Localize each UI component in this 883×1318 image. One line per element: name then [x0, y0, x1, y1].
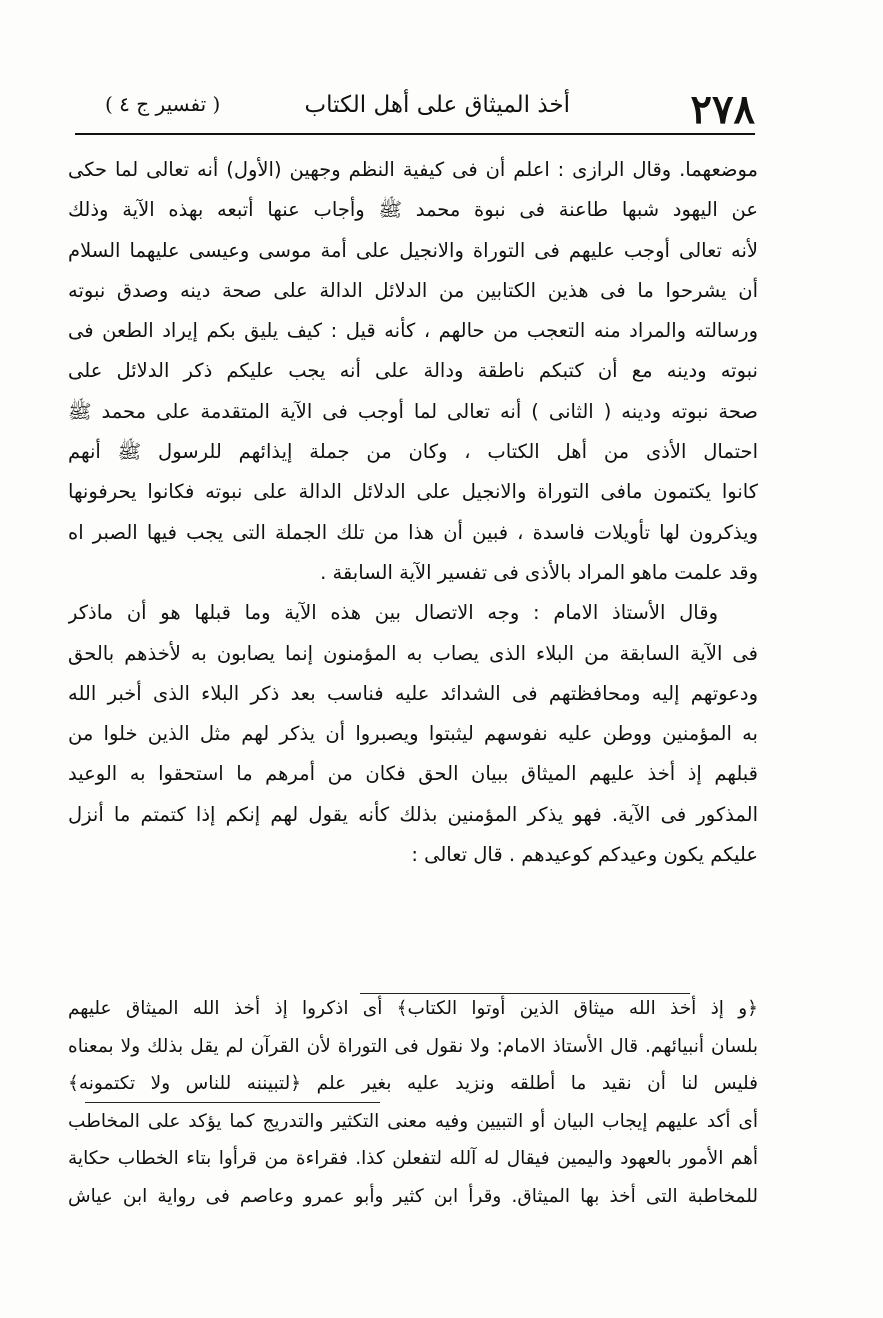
verse-line: أى أكد عليهم إيجاب البيان أو التبيين وفيه معنى التكثير والتدريج كما يؤكد على المخاطب: [68, 1110, 758, 1132]
text-line: وقد علمت ماهو المراد بالأذى فى تفسير الآية السابقة .: [320, 560, 758, 584]
verse-line: للمخاطبة التى أخذ بها الميثاق. وقرأ ابن كثير وأبو عمرو وعاصم فى رواية ابن عياش: [68, 1185, 758, 1207]
text-line: فى الآية السابقة من البلاء الذى يصاب به المؤمنون إنما يصابون به لأخذهم بالحق: [68, 641, 758, 665]
text-line: قبلهم إذ أخذ عليهم الميثاق ببيان الحق فكان من أمرهم ما استحقوا به الوعيد: [68, 762, 758, 786]
verse-line: بلسان أنبيائهم. قال الأستاذ الامام: ولا نقول فى التوراة لأن القرآن لم يقل بذلك ولا بمعناه: [68, 1035, 758, 1057]
text-line: نبوته ودينه مع أن كتبكم ناطقة ودالة على أنه يجب عليكم ذكر الدلائل على: [68, 359, 758, 383]
main-text: [68, 150, 758, 875]
text-line: ودعوتهم إليه ومحافظتهم فى الشدائد عليه فناسب بعد ذكر البلاء الذى أخبر الله: [68, 681, 758, 705]
text-line: كانوا يكتمون مافى التوراة والانجيل على الدلائل الدالة على نبوته فكانوا يحرفونها: [68, 480, 758, 504]
text-line: ورسالته والمراد منه التعجب من حالهم ، كأنه قيل : كيف يليق بكم إيراد الطعن فى: [68, 319, 758, 343]
verse-line: ﴿و إذ أخذ الله ميثاق الذين أوتوا الكتاب﴾ أى اذكروا إذ أخذ الله الميثاق عليهم: [68, 998, 758, 1019]
running-title: أخذ الميثاق على أهل الكتاب: [304, 92, 570, 118]
header-rule: [75, 133, 755, 135]
verse-line: فليس لنا أن نقيد ما أطلقه ونزيد عليه بغير علم ﴿لتبيننه للناس ولا تكتمونه﴾: [68, 1073, 758, 1094]
verse-commentary: [68, 990, 758, 1215]
text-line: عليكم يكون وعيدكم كوعيدهم . قال تعالى :: [411, 843, 758, 867]
text-line: لأنه تعالى أوجب عليهم فى التوراة والانجيل على أمة موسى وعيسى عليهما السلام: [68, 238, 758, 262]
text-line: المذكور فى الآية. فهو يذكر المؤمنين بذلك كأنه يقول لهم إنكم إذا كتمتم ما أنزل: [68, 802, 758, 826]
part-reference: ( تفسير ج ٤ ): [105, 92, 221, 116]
text-line: أن يشرحوا ما فى هذين الكتابين من الدلائل الدالة على صحة دينه وصدق نبوته: [68, 278, 758, 302]
text-line: عن اليهود شبها طاعنة فى نبوة محمد ﷺ وأجاب عنها أتبعه بهذه الآية وذلك: [68, 198, 758, 222]
text-line: ويذكرون لها تأويلات فاسدة ، فبين أن هذا من تلك الجملة التى يجب فيها الصبر اه: [68, 520, 758, 544]
text-line: صحة نبوته ودينه ( الثانى ) أنه تعالى لما أوجب فى الآية المتقدمة على محمد ﷺ: [68, 399, 758, 423]
page-header: [75, 86, 755, 133]
text-line: به المؤمنين ووطن عليه نفوسهم ليثبتوا ويصبروا أن يذكر لهم مثل الذين خلوا من: [68, 722, 758, 746]
text-line: موضعهما. وقال الرازى : اعلم أن فى كيفية النظم وجهين (الأول) أنه تعالى لما حكى: [68, 158, 758, 181]
verse-line: أهم الأمور بالعهود واليمين فيقال له آلله لتفعلن كذا. فقراءة من قرأوا بتاء الخطاب حكاية: [68, 1148, 758, 1169]
text-line: وقال الأستاذ الامام : وجه الاتصال بين هذه الآية وما قبلها هو أن ماذكر: [68, 601, 718, 625]
text-line: احتمال الأذى من أهل الكتاب ، وكان من جملة إيذائهم للرسول ﷺ أنهم: [68, 440, 758, 464]
page-number: ٢٧٨: [690, 86, 755, 133]
